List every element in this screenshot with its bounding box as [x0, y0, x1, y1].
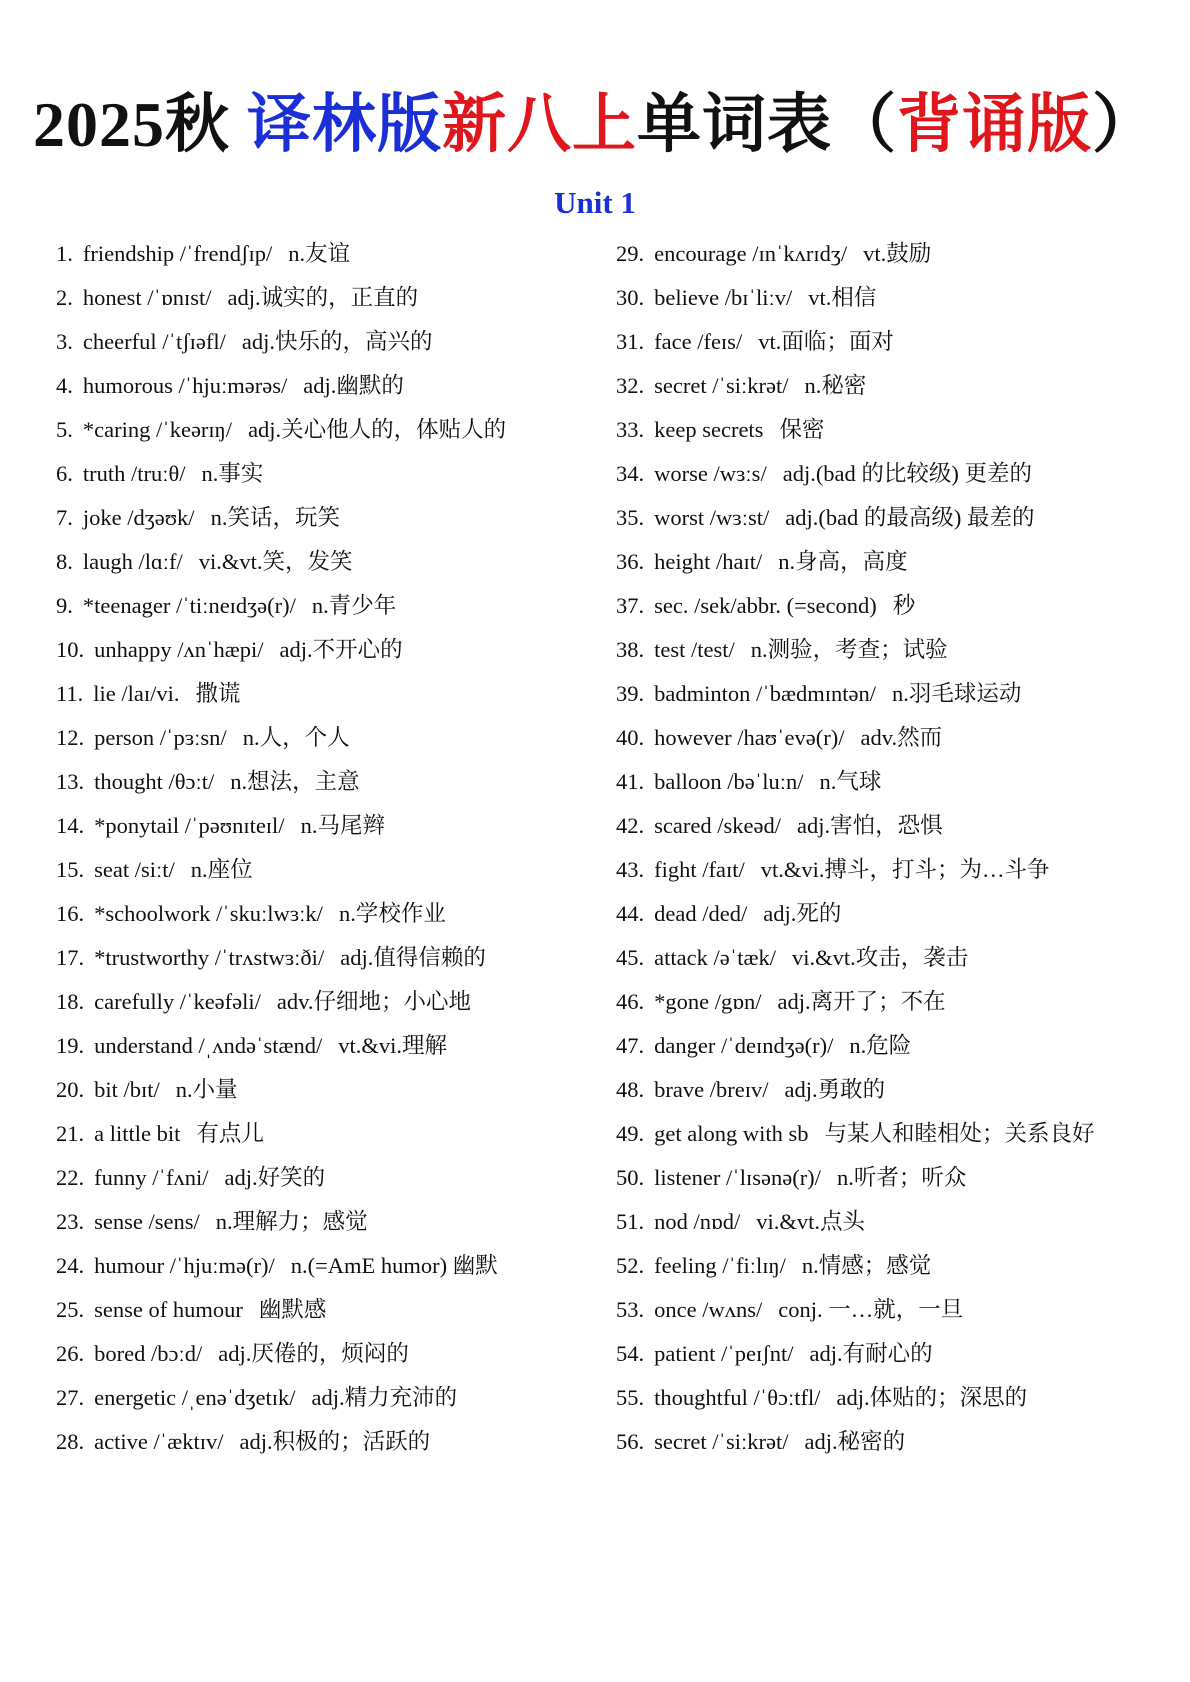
word-number: 20. — [56, 1077, 85, 1102]
word-entry — [616, 716, 1176, 760]
word-meaning: adj.快乐的，高兴的 — [241, 329, 433, 354]
word-entry — [56, 892, 616, 936]
word-headword-phonetic: however /haʊˈevə(r)/ — [654, 725, 845, 750]
word-number: 39. — [616, 681, 645, 706]
word-meaning: adj.好笑的 — [224, 1165, 326, 1190]
word-meaning: n.羽毛球运动 — [891, 681, 1022, 706]
word-headword-phonetic: understand /ˌʌndəˈstænd/ — [94, 1033, 323, 1058]
word-headword-phonetic: scared /skeəd/ — [654, 813, 781, 838]
word-meaning: 撒谎 — [195, 681, 241, 706]
word-number: 40. — [616, 725, 645, 750]
word-headword-phonetic: friendship /ˈfrendʃɪp/ — [82, 241, 273, 266]
word-number: 4. — [56, 373, 73, 398]
word-meaning: vt.&vi.理解 — [338, 1033, 447, 1058]
title-close: ） — [1092, 89, 1157, 160]
unit-heading: Unit 1 — [554, 185, 636, 220]
word-number: 25. — [56, 1297, 85, 1322]
word-headword-phonetic: honest /ˈɒnɪst/ — [82, 285, 212, 310]
word-number: 49. — [616, 1121, 645, 1146]
word-headword-phonetic: *trustworthy /ˈtrʌstwɜːði/ — [94, 945, 325, 970]
word-headword-phonetic: active /ˈæktɪv/ — [94, 1429, 224, 1454]
word-entry — [616, 936, 1176, 980]
word-headword-phonetic: sense of humour — [94, 1297, 243, 1322]
word-number: 56. — [616, 1429, 645, 1454]
word-entry — [56, 320, 616, 364]
word-headword-phonetic: patient /ˈpeɪʃnt/ — [654, 1341, 794, 1366]
word-number: 15. — [56, 857, 85, 882]
word-number: 36. — [616, 549, 645, 574]
word-entry — [616, 1288, 1176, 1332]
word-meaning: n.测验，考查；试验 — [750, 637, 948, 662]
word-number: 41. — [616, 769, 645, 794]
word-entry — [56, 628, 616, 672]
word-number: 53. — [616, 1297, 645, 1322]
word-entry — [56, 760, 616, 804]
word-meaning: adj.秘密的 — [804, 1429, 906, 1454]
word-entry — [56, 936, 616, 980]
word-meaning: adj.离开了；不在 — [777, 989, 946, 1014]
word-entry — [616, 1376, 1176, 1420]
word-headword-phonetic: thoughtful /ˈθɔːtfl/ — [654, 1385, 821, 1410]
word-meaning: adj.有耐心的 — [809, 1341, 933, 1366]
word-meaning: n.危险 — [849, 1033, 912, 1058]
word-entry — [56, 672, 616, 716]
word-headword-phonetic: unhappy /ʌnˈhæpi/ — [94, 637, 264, 662]
word-number: 6. — [56, 461, 73, 486]
word-number: 2. — [56, 285, 73, 310]
word-entry — [616, 320, 1176, 364]
word-entry — [616, 584, 1176, 628]
word-number: 16. — [56, 901, 85, 926]
word-headword-phonetic: humorous /ˈhjuːmərəs/ — [82, 373, 288, 398]
word-meaning: adj.诚实的，正直的 — [227, 285, 419, 310]
word-headword-phonetic: fight /faɪt/ — [654, 857, 745, 882]
word-number: 43. — [616, 857, 645, 882]
word-meaning: 幽默感 — [258, 1297, 327, 1322]
word-entry — [616, 892, 1176, 936]
word-entry — [616, 1332, 1176, 1376]
word-headword-phonetic: *teenager /ˈtiːneɪdʒə(r)/ — [82, 593, 296, 618]
title-wordlist: 单词表（ — [637, 89, 897, 160]
word-number: 44. — [616, 901, 645, 926]
word-number: 45. — [616, 945, 645, 970]
word-meaning: n.秘密 — [804, 373, 867, 398]
word-number: 17. — [56, 945, 85, 970]
word-headword-phonetic: once /wʌns/ — [654, 1297, 763, 1322]
word-number: 27. — [56, 1385, 85, 1410]
word-headword-phonetic: a little bit — [94, 1121, 181, 1146]
word-headword-phonetic: seat /siːt/ — [94, 857, 175, 882]
word-entry — [56, 1024, 616, 1068]
word-meaning: n.理解力；感觉 — [215, 1209, 368, 1234]
word-meaning: 有点儿 — [196, 1121, 264, 1146]
word-headword-phonetic: height /haɪt/ — [654, 549, 763, 574]
word-headword-phonetic: nod /nɒd/ — [654, 1209, 741, 1234]
word-headword-phonetic: joke /dʒəʊk/ — [82, 505, 195, 530]
word-meaning: adj.死的 — [763, 901, 842, 926]
word-meaning: n.笑话，玩笑 — [210, 505, 340, 530]
word-entry — [616, 1200, 1176, 1244]
word-number: 32. — [616, 373, 645, 398]
word-number: 28. — [56, 1429, 85, 1454]
title-year: 2025秋 — [33, 89, 247, 160]
word-entry — [616, 364, 1176, 408]
word-entry — [616, 1112, 1176, 1156]
word-headword-phonetic: lie /laɪ/vi. — [93, 681, 180, 706]
word-entry — [56, 1244, 616, 1288]
word-number: 12. — [56, 725, 85, 750]
word-meaning: n.小量 — [175, 1077, 238, 1102]
word-meaning: adv.然而 — [860, 725, 943, 750]
word-number: 47. — [616, 1033, 645, 1058]
word-number: 5. — [56, 417, 73, 442]
word-number: 23. — [56, 1209, 85, 1234]
word-headword-phonetic: worst /wɜːst/ — [654, 505, 770, 530]
word-meaning: n.身高，高度 — [778, 549, 908, 574]
word-number: 50. — [616, 1165, 645, 1190]
word-meaning: adj.精力充沛的 — [311, 1385, 458, 1410]
word-entry — [616, 1156, 1176, 1200]
word-meaning: n.情感；感觉 — [801, 1253, 932, 1278]
word-entry — [56, 584, 616, 628]
word-number: 18. — [56, 989, 85, 1014]
word-headword-phonetic: believe /bɪˈliːv/ — [654, 285, 793, 310]
word-entry — [56, 848, 616, 892]
word-headword-phonetic: carefully /ˈkeəfəli/ — [94, 989, 261, 1014]
word-entry — [56, 804, 616, 848]
word-entry — [616, 672, 1176, 716]
word-number: 48. — [616, 1077, 645, 1102]
word-meaning: vt.面临；面对 — [758, 329, 894, 354]
word-headword-phonetic: danger /ˈdeɪndʒə(r)/ — [654, 1033, 834, 1058]
word-number: 42. — [616, 813, 645, 838]
word-headword-phonetic: sec. /sek/abbr. (=second) — [654, 593, 877, 618]
word-meaning: n.听者；听众 — [836, 1165, 967, 1190]
word-headword-phonetic: sense /sens/ — [94, 1209, 200, 1234]
word-entry — [616, 804, 1176, 848]
word-entry — [616, 1244, 1176, 1288]
word-headword-phonetic: *caring /ˈkeərɪŋ/ — [82, 417, 233, 442]
word-number: 33. — [616, 417, 645, 442]
word-meaning: vi.&vt.笑，发笑 — [198, 549, 353, 574]
word-entry — [56, 496, 616, 540]
word-meaning: vt.相信 — [808, 285, 877, 310]
word-entry — [616, 232, 1176, 276]
word-headword-phonetic: *ponytail /ˈpəʊnɪteɪl/ — [94, 813, 285, 838]
word-entry — [616, 980, 1176, 1024]
word-headword-phonetic: person /ˈpɜːsn/ — [94, 725, 227, 750]
word-number: 11. — [56, 681, 84, 706]
word-headword-phonetic: cheerful /ˈtʃɪəfl/ — [82, 329, 226, 354]
word-meaning: 与某人和睦相处；关系良好 — [824, 1121, 1095, 1146]
word-headword-phonetic: badminton /ˈbædmɪntən/ — [654, 681, 876, 706]
word-meaning: n.事实 — [201, 461, 264, 486]
word-headword-phonetic: worse /wɜːs/ — [654, 461, 767, 486]
word-number: 51. — [616, 1209, 645, 1234]
title-publisher: 译林版 — [247, 89, 442, 160]
word-number: 29. — [616, 241, 645, 266]
word-number: 52. — [616, 1253, 645, 1278]
word-headword-phonetic: test /test/ — [654, 637, 735, 662]
word-meaning: n.友谊 — [288, 241, 351, 266]
word-entry — [56, 232, 616, 276]
word-number: 30. — [616, 285, 645, 310]
word-entry — [616, 496, 1176, 540]
word-number: 46. — [616, 989, 645, 1014]
word-entry — [56, 716, 616, 760]
word-headword-phonetic: dead /ded/ — [654, 901, 748, 926]
word-meaning: n.学校作业 — [338, 901, 446, 926]
word-meaning: adj.害怕，恐惧 — [796, 813, 943, 838]
word-entry — [616, 276, 1176, 320]
word-meaning: vt.&vi.搏斗，打斗；为…斗争 — [760, 857, 1050, 882]
word-number: 22. — [56, 1165, 85, 1190]
word-entry — [616, 848, 1176, 892]
word-headword-phonetic: face /feɪs/ — [654, 329, 743, 354]
word-number: 37. — [616, 593, 645, 618]
word-headword-phonetic: listener /ˈlɪsənə(r)/ — [654, 1165, 821, 1190]
word-meaning: n.(=AmE humor) 幽默 — [290, 1253, 498, 1278]
word-entry — [56, 1376, 616, 1420]
word-meaning: 保密 — [779, 417, 825, 442]
word-meaning: vi.&vt.点头 — [756, 1209, 866, 1234]
word-list-right — [616, 232, 1176, 1464]
title-grade: 新八上 — [442, 89, 637, 160]
word-headword-phonetic: keep secrets — [654, 417, 764, 442]
word-entry — [56, 1332, 616, 1376]
word-meaning: adj.体贴的；深思的 — [836, 1385, 1028, 1410]
word-meaning: n.想法，主意 — [230, 769, 360, 794]
word-entry — [56, 452, 616, 496]
word-entry — [56, 1288, 616, 1332]
word-meaning: n.座位 — [190, 857, 253, 882]
word-entry — [56, 1112, 616, 1156]
word-headword-phonetic: attack /əˈtæk/ — [654, 945, 776, 970]
word-meaning: adj.值得信赖的 — [340, 945, 486, 970]
word-number: 1. — [56, 241, 73, 266]
word-number: 8. — [56, 549, 73, 574]
word-number: 35. — [616, 505, 645, 530]
word-entry — [56, 1420, 616, 1464]
word-entry — [56, 540, 616, 584]
word-number: 21. — [56, 1121, 85, 1146]
page-title — [0, 82, 1190, 168]
word-meaning: adj.(bad 的比较级) 更差的 — [782, 461, 1033, 486]
word-entry — [56, 980, 616, 1024]
word-meaning: 秒 — [892, 593, 916, 618]
word-number: 14. — [56, 813, 85, 838]
word-entry — [616, 540, 1176, 584]
word-meaning: n.马尾辫 — [300, 813, 385, 838]
word-number: 34. — [616, 461, 645, 486]
word-number: 3. — [56, 329, 73, 354]
word-headword-phonetic: funny /ˈfʌni/ — [94, 1165, 209, 1190]
word-meaning: adj.关心他人的，体贴人的 — [248, 417, 507, 442]
word-entry — [56, 408, 616, 452]
word-number: 26. — [56, 1341, 85, 1366]
title-edition: 背诵版 — [897, 89, 1092, 160]
word-meaning: adv.仔细地；小心地 — [276, 989, 472, 1014]
word-number: 7. — [56, 505, 73, 530]
word-entry — [56, 364, 616, 408]
word-entry — [616, 628, 1176, 672]
word-headword-phonetic: thought /θɔːt/ — [94, 769, 215, 794]
word-meaning: adj.不开心的 — [279, 637, 403, 662]
word-headword-phonetic: get along with sb — [654, 1121, 809, 1146]
word-meaning: conj. 一…就，一旦 — [778, 1297, 964, 1322]
word-number: 13. — [56, 769, 85, 794]
word-entry — [616, 1068, 1176, 1112]
word-meaning: n.气球 — [819, 769, 882, 794]
word-meaning: n.青少年 — [311, 593, 397, 618]
word-meaning: n.人，个人 — [242, 725, 350, 750]
word-headword-phonetic: balloon /bəˈluːn/ — [654, 769, 804, 794]
word-meaning: vt.鼓励 — [863, 241, 932, 266]
word-headword-phonetic: feeling /ˈfiːlɪŋ/ — [654, 1253, 786, 1278]
word-meaning: adj.(bad 的最高级) 最差的 — [785, 505, 1035, 530]
word-meaning: adj.积极的；活跃的 — [239, 1429, 431, 1454]
word-headword-phonetic: energetic /ˌenəˈdʒetɪk/ — [94, 1385, 296, 1410]
word-headword-phonetic: *schoolwork /ˈskuːlwɜːk/ — [94, 901, 323, 926]
word-number: 9. — [56, 593, 73, 618]
word-headword-phonetic: laugh /lɑːf/ — [82, 549, 183, 574]
word-number: 55. — [616, 1385, 645, 1410]
word-headword-phonetic: bored /bɔːd/ — [94, 1341, 203, 1366]
word-number: 19. — [56, 1033, 85, 1058]
word-meaning: adj.厌倦的，烦闷的 — [218, 1341, 409, 1366]
word-headword-phonetic: brave /breɪv/ — [654, 1077, 769, 1102]
word-headword-phonetic: humour /ˈhjuːmə(r)/ — [94, 1253, 275, 1278]
word-entry — [616, 1024, 1176, 1068]
word-entry — [616, 452, 1176, 496]
word-meaning: vi.&vt.攻击，袭击 — [791, 945, 969, 970]
word-entry — [56, 1200, 616, 1244]
word-headword-phonetic: secret /ˈsiːkrət/ — [654, 1429, 789, 1454]
word-number: 31. — [616, 329, 645, 354]
word-number: 24. — [56, 1253, 85, 1278]
word-entry — [616, 1420, 1176, 1464]
word-entry — [56, 276, 616, 320]
word-number: 38. — [616, 637, 645, 662]
word-headword-phonetic: truth /truːθ/ — [82, 461, 186, 486]
word-entry — [616, 408, 1176, 452]
word-headword-phonetic: bit /bɪt/ — [94, 1077, 160, 1102]
word-list-left — [56, 232, 616, 1464]
word-entry — [56, 1068, 616, 1112]
word-number: 10. — [56, 637, 85, 662]
word-headword-phonetic: encourage /ɪnˈkʌrɪdʒ/ — [654, 241, 848, 266]
word-headword-phonetic: *gone /gɒn/ — [654, 989, 762, 1014]
word-meaning: adj.幽默的 — [303, 373, 404, 398]
word-number: 54. — [616, 1341, 645, 1366]
word-meaning: adj.勇敢的 — [784, 1077, 886, 1102]
word-entry — [616, 760, 1176, 804]
word-entry — [56, 1156, 616, 1200]
word-headword-phonetic: secret /ˈsiːkrət/ — [654, 373, 789, 398]
